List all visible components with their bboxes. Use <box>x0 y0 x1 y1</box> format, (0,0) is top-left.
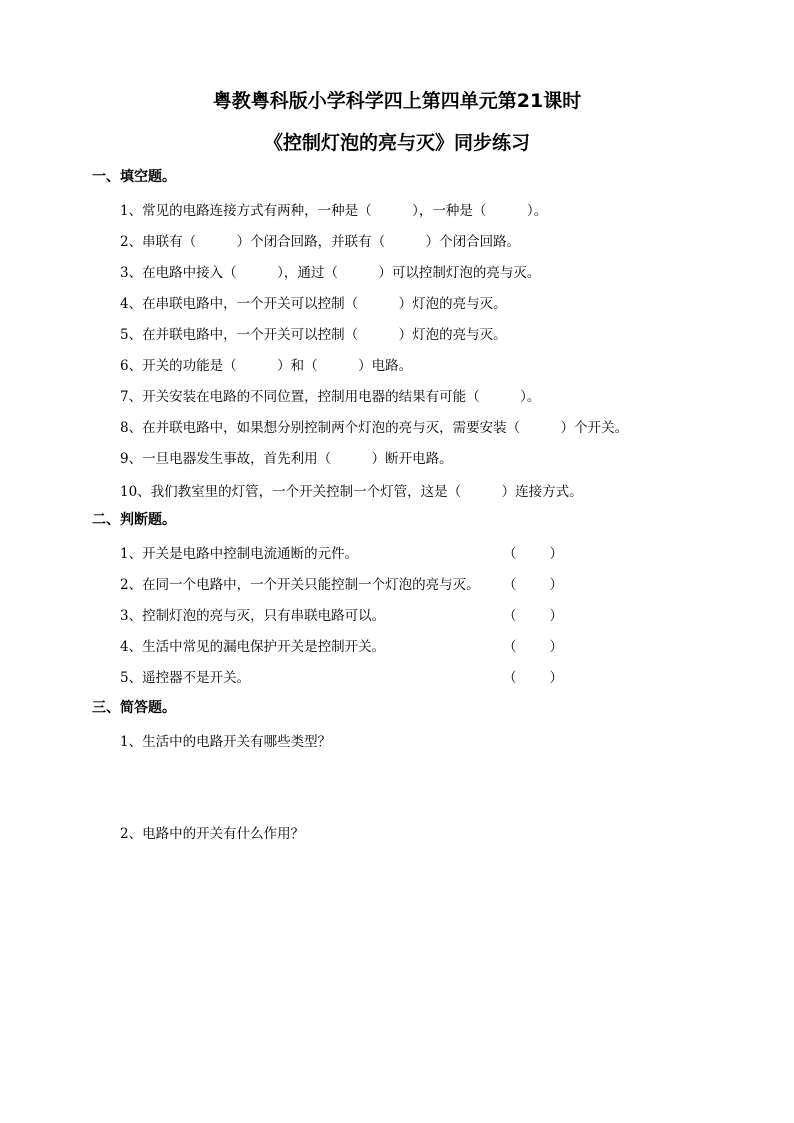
fill-blank-question: 2、串联有（ ）个闭合回路，并联有（ ）个闭合回路。 <box>120 234 521 250</box>
answer-parentheses: （ ） <box>503 670 563 686</box>
true-false-question: 1、开关是电路中控制电流通断的元件。 <box>120 546 359 562</box>
page-subtitle: 《控制灯泡的亮与灭》同步练习 <box>263 132 530 154</box>
true-false-question: 3、控制灯泡的亮与灭，只有串联电路可以。 <box>120 608 386 624</box>
section-heading-true-false: 二、判断题。 <box>92 512 176 528</box>
section-heading-fill-blank: 一、填空题。 <box>92 169 176 185</box>
true-false-question: 2、在同一个电路中，一个开关只能控制一个灯泡的亮与灭。 <box>120 577 480 593</box>
fill-blank-question: 10、我们教室里的灯管，一个开关控制一个灯管，这是（ ）连接方式。 <box>120 484 583 500</box>
section-heading-short-answer: 三、简答题。 <box>92 700 176 716</box>
fill-blank-question: 4、在串联电路中，一个开关可以控制（ ）灯泡的亮与灭。 <box>120 296 507 312</box>
answer-parentheses: （ ） <box>503 577 563 593</box>
fill-blank-question: 8、在并联电路中，如果想分别控制两个灯泡的亮与灭，需要安装（ ）个开关。 <box>120 420 629 436</box>
fill-blank-question: 5、在并联电路中，一个开关可以控制（ ）灯泡的亮与灭。 <box>120 327 507 343</box>
true-false-question: 4、生活中常见的漏电保护开关是控制开关。 <box>120 639 386 655</box>
short-answer-question: 1、生活中的电路开关有哪些类型？ <box>120 734 332 750</box>
fill-blank-question: 3、在电路中接入（ ），通过（ ）可以控制灯泡的亮与灭。 <box>120 265 541 281</box>
fill-blank-question: 1、常见的电路连接方式有两种，一种是（ ），一种是（ ）。 <box>120 203 548 219</box>
answer-parentheses: （ ） <box>503 546 563 562</box>
answer-parentheses: （ ） <box>503 608 563 624</box>
fill-blank-question: 6、开关的功能是（ ）和（ ）电路。 <box>120 358 413 374</box>
page-title: 粤教粤科版小学科学四上第四单元第21课时 <box>212 90 582 112</box>
short-answer-question: 2、电路中的开关有什么作用？ <box>120 826 305 842</box>
answer-parentheses: （ ） <box>503 639 563 655</box>
true-false-question: 5、遥控器不是开关。 <box>120 670 251 686</box>
fill-blank-question: 9、一旦电器发生事故，首先利用（ ）断开电路。 <box>120 451 453 467</box>
fill-blank-question: 7、开关安装在电路的不同位置，控制用电器的结果有可能（ ）。 <box>120 389 541 405</box>
